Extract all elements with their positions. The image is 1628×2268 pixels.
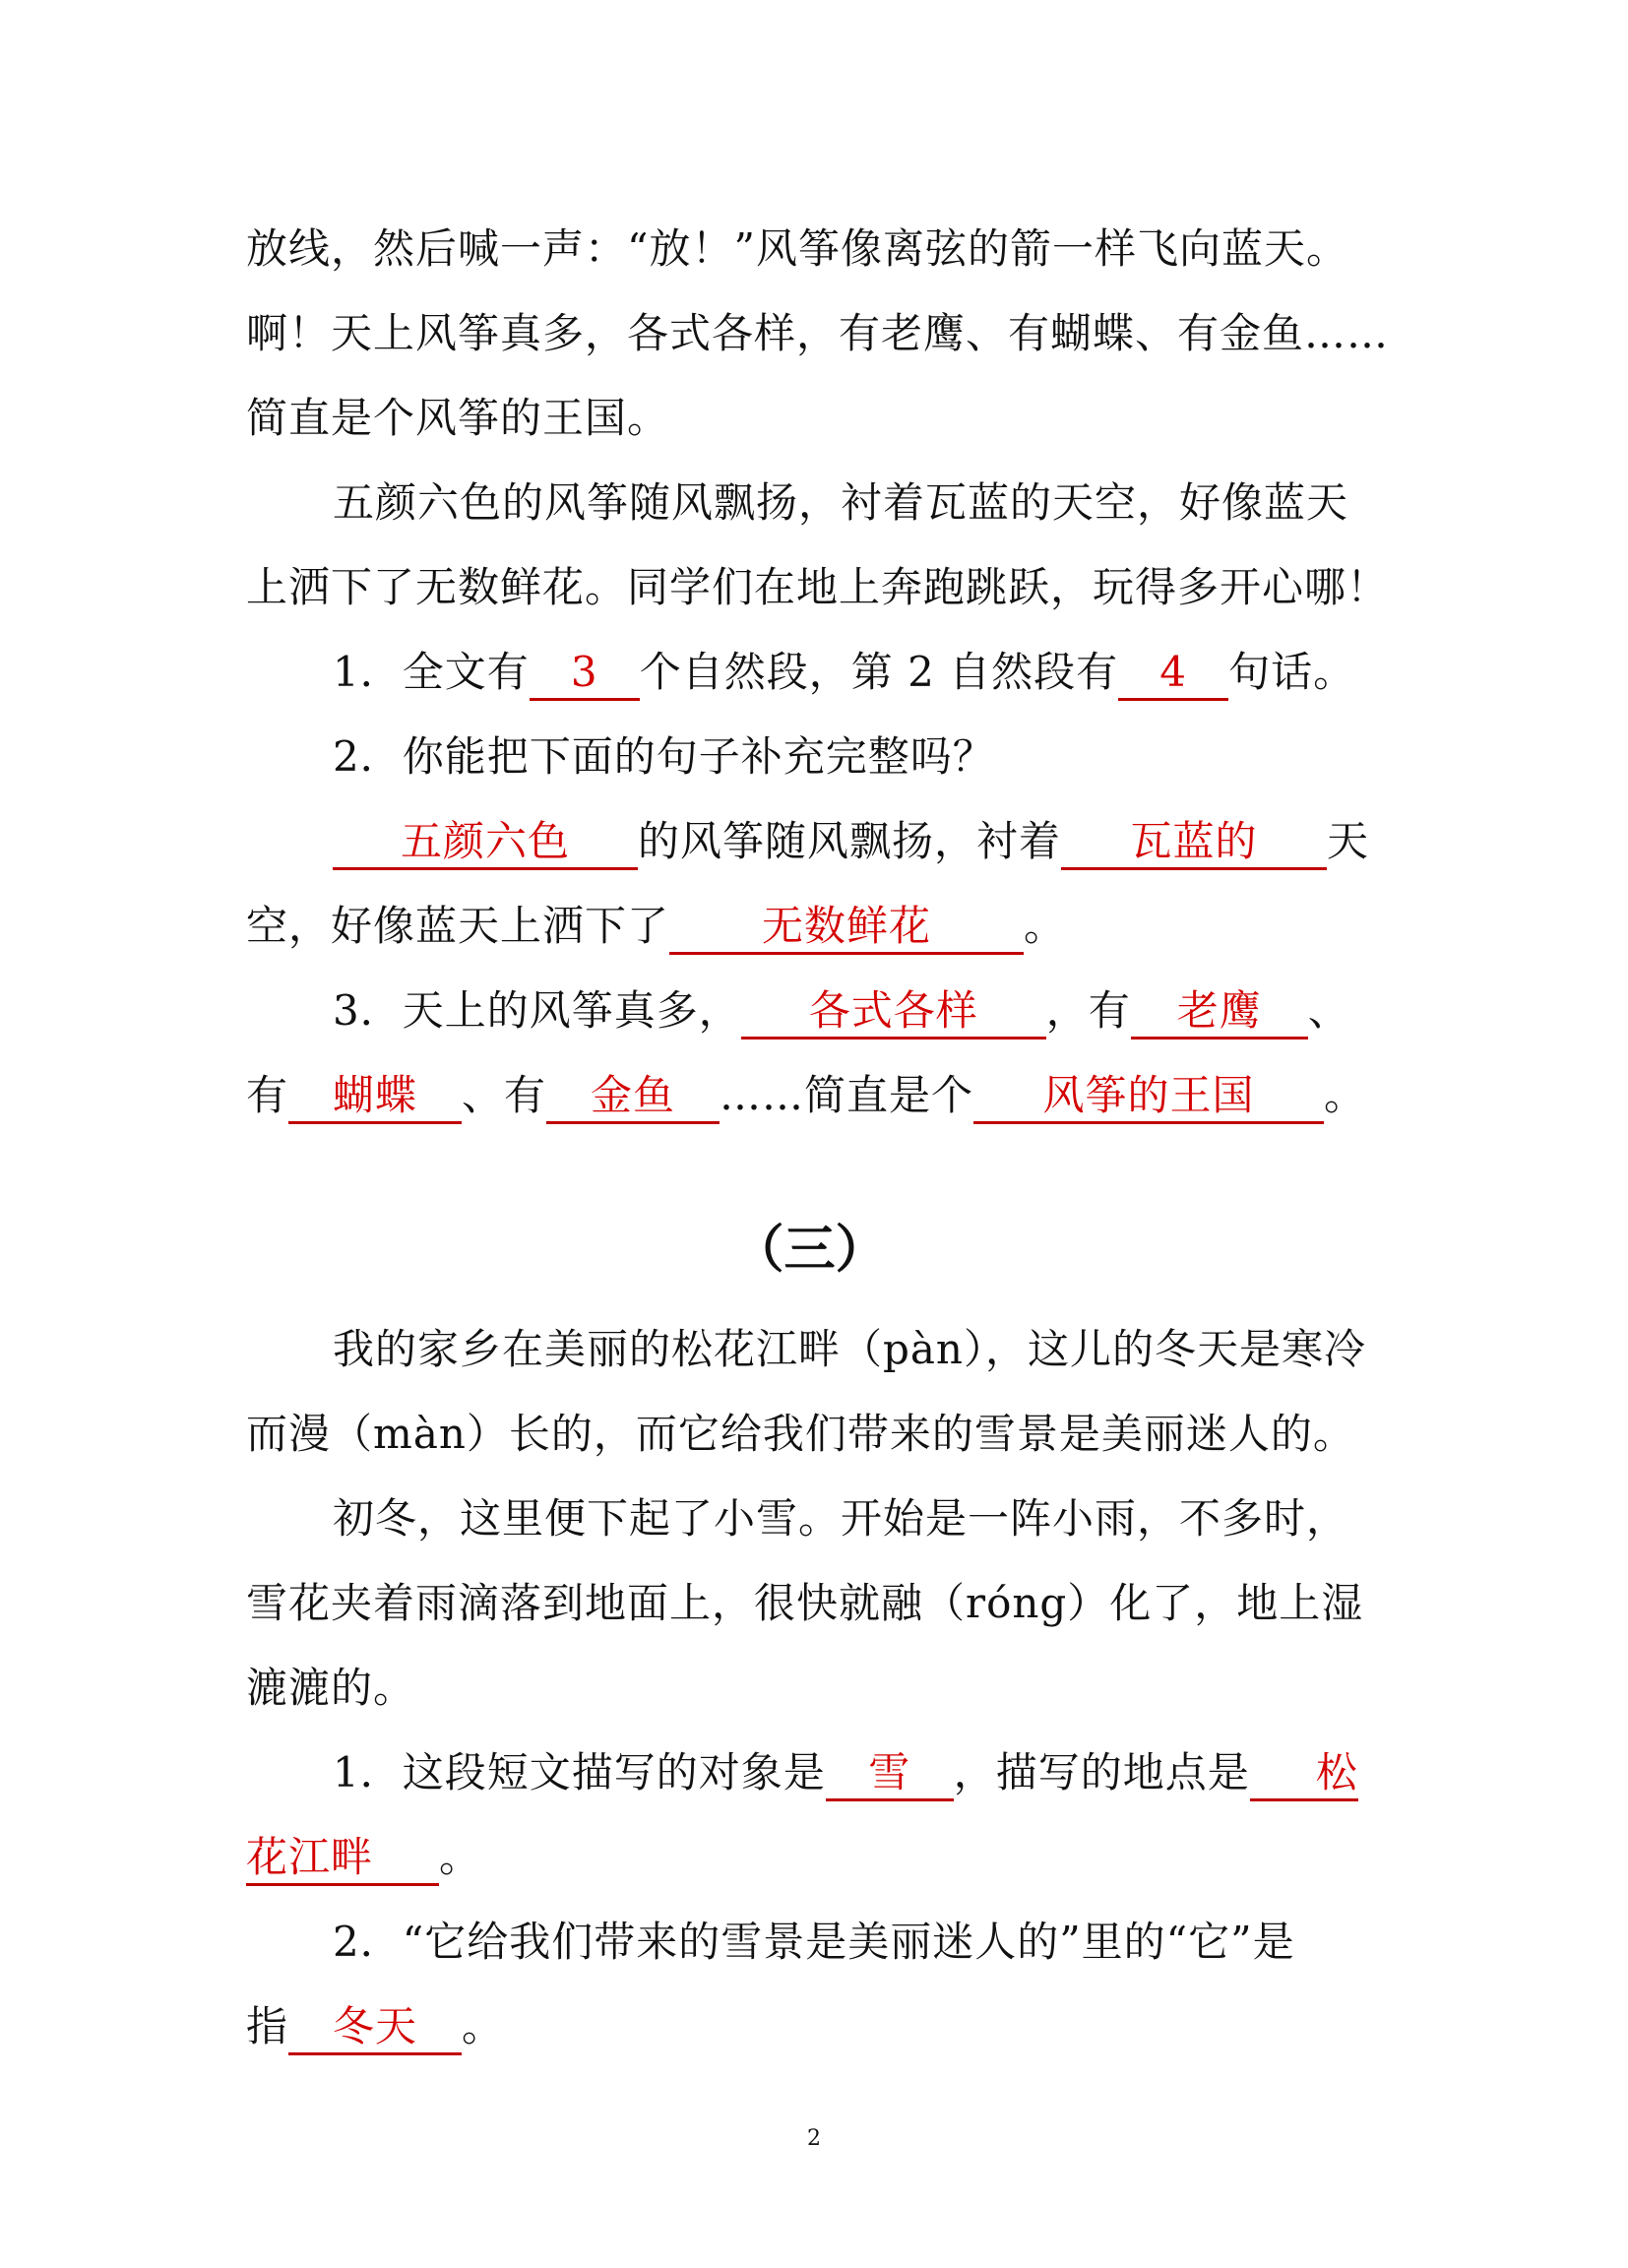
question-text: 1．这段短文描写的对象是 [333, 1748, 826, 1796]
question-2-cont [246, 1984, 1373, 2069]
answer-blank: 老鹰 [1131, 985, 1308, 1040]
section-heading: （三） [732, 1221, 887, 1280]
question-text: 。 [439, 1833, 482, 1881]
question-text: ，有 [1045, 986, 1131, 1035]
question-text: 天 [1327, 817, 1370, 865]
answer-blank: 无数鲜花 [669, 901, 1024, 955]
answer-blank: 3 [530, 647, 640, 701]
question-text: 。 [1024, 902, 1067, 950]
question-text: 空，好像蓝天上洒下了 [246, 902, 670, 950]
answer-blank: 松 [1250, 1747, 1358, 1801]
passage-line: 上洒下了无数鲜花。同学们在地上奔跑跳跃，玩得多开心哪！ [246, 563, 1390, 611]
answer-blank: 4 [1118, 647, 1228, 701]
question-1-cont [246, 1815, 1373, 1900]
question-text: 指 [246, 2002, 289, 2050]
passage-line: 漉漉的。 [246, 1664, 416, 1712]
passage-line: 放线，然后喊一声：“放！”风筝像离弦的箭一样飞向蓝天。 [246, 224, 1348, 273]
question-text: 的风筝随风飘扬，衬着 [638, 817, 1062, 865]
question-text: 、 [1307, 986, 1350, 1035]
passage-line: 五颜六色的风筝随风飘扬，衬着瓦蓝的天空，好像蓝天 [333, 478, 1349, 527]
question-text: ……简直是个 [720, 1071, 974, 1119]
answer-blank: 金鱼 [546, 1070, 720, 1124]
question-1 [246, 1731, 1373, 1815]
passage-line: 我的家乡在美丽的松花江畔（pàn），这儿的冬天是寒冷 [333, 1325, 1366, 1373]
question-text: 、有 [462, 1071, 547, 1119]
answer-blank: 五颜六色 [333, 816, 638, 870]
passage-line: 而漫（màn）长的，而它给我们带来的雪景是美丽迷人的。 [246, 1410, 1355, 1458]
question-1 [246, 630, 1373, 715]
passage-line: 啊！天上风筝真多，各式各样，有老鹰、有蝴蝶、有金鱼…… [246, 309, 1390, 357]
answer-blank: 雪 [826, 1747, 954, 1801]
question-3-cont [246, 1053, 1373, 1138]
answer-blank: 蝴蝶 [288, 1070, 462, 1124]
answer-blank: 瓦蓝的 [1061, 816, 1327, 870]
passage-line: 简直是个风筝的王国。 [246, 394, 670, 442]
question-2-sentence-cont [246, 884, 1373, 969]
question-text: 。 [462, 2002, 505, 2050]
question-2-prompt: 2．你能把下面的句子补充完整吗？ [333, 732, 995, 781]
answer-blank: 冬天 [288, 2001, 462, 2055]
question-text: 3．天上的风筝真多， [333, 986, 741, 1035]
question-text: 句话。 [1228, 648, 1356, 696]
answer-blank: 各式各样 [741, 985, 1046, 1040]
passage-line: 初冬，这里便下起了小雪。开始是一阵小雨，不多时， [333, 1494, 1349, 1543]
question-2: 2．“它给我们带来的雪景是美丽迷人的”里的“它”是 [333, 1918, 1295, 1966]
question-text: 个自然段，第 2 自然段有 [639, 648, 1119, 696]
answer-blank: 花江畔 [246, 1832, 439, 1886]
answer-blank: 风筝的王国 [973, 1070, 1324, 1124]
document-page [246, 207, 1390, 2069]
question-text: ，描写的地点是 [953, 1748, 1250, 1796]
question-2-sentence [246, 799, 1373, 884]
question-text: 有 [246, 1071, 289, 1119]
question-3 [246, 969, 1373, 1053]
passage-line: 雪花夹着雨滴落到地面上，很快就融（róng）化了，地上湿 [246, 1579, 1364, 1627]
question-text: 。 [1324, 1071, 1367, 1119]
question-text: 1．全文有 [333, 648, 530, 696]
page-number: 2 [807, 2126, 821, 2151]
